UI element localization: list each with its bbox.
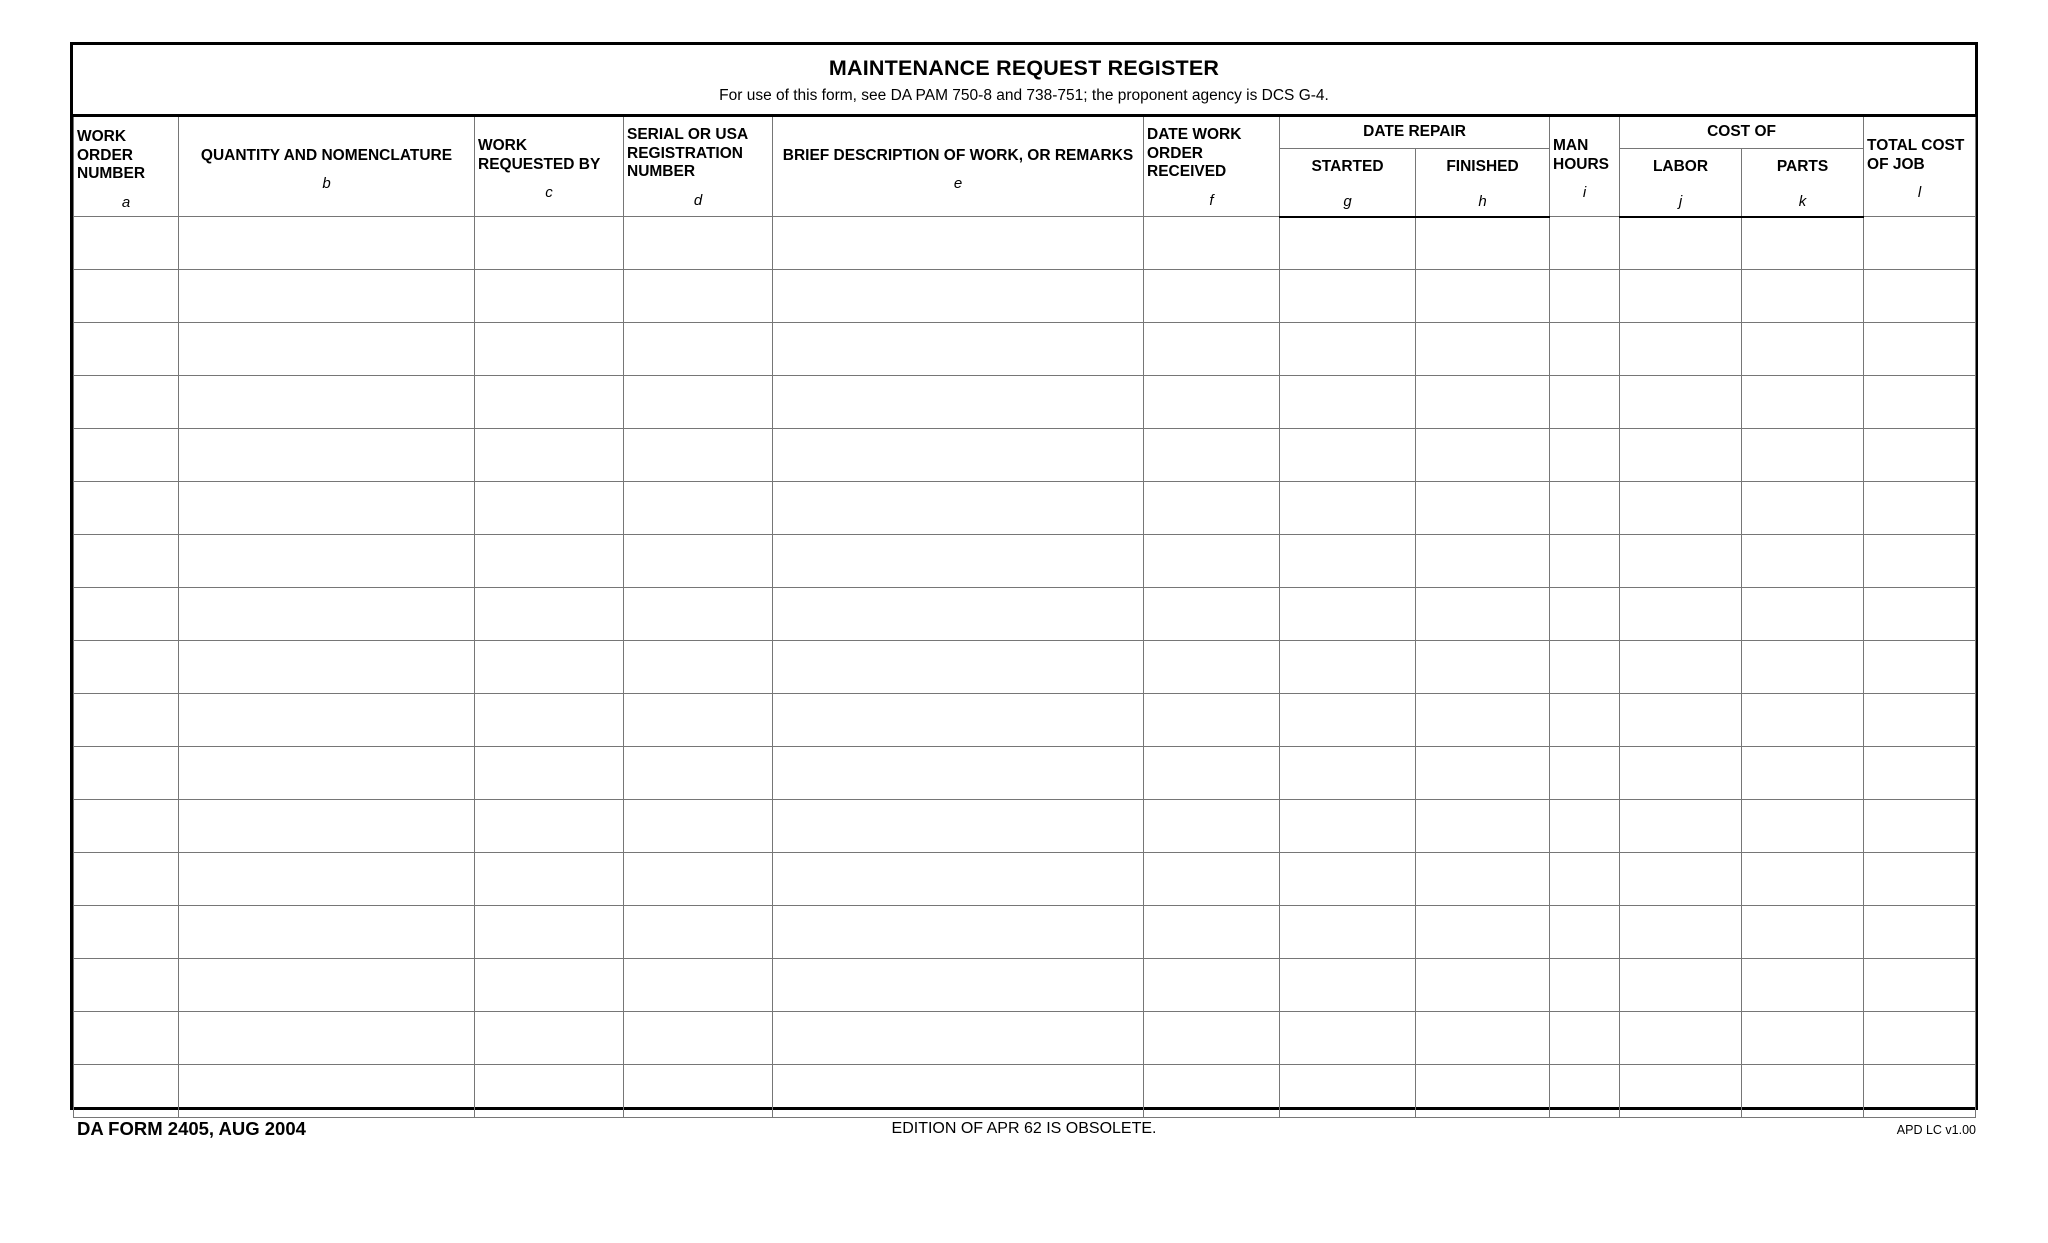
header-cell-date-repair-started bbox=[1280, 148, 1416, 217]
table-cell[interactable] bbox=[1280, 376, 1416, 429]
table-cell[interactable] bbox=[179, 906, 475, 959]
header-cell-cost-of-labor bbox=[1620, 148, 1742, 217]
table-cell[interactable] bbox=[773, 853, 1144, 906]
table-cell[interactable] bbox=[1416, 747, 1550, 800]
table-cell[interactable] bbox=[1620, 429, 1742, 482]
table-cell[interactable] bbox=[1280, 1065, 1416, 1118]
header-label-man-hours: MAN HOURS bbox=[1553, 137, 1609, 173]
table-cell[interactable] bbox=[475, 906, 624, 959]
table-cell[interactable] bbox=[773, 588, 1144, 641]
table-cell[interactable] bbox=[1280, 959, 1416, 1012]
table-cell[interactable] bbox=[1144, 376, 1280, 429]
table-cell[interactable] bbox=[773, 641, 1144, 694]
table-cell[interactable] bbox=[74, 323, 179, 376]
table-row bbox=[74, 747, 1976, 800]
table-cell[interactable] bbox=[475, 959, 624, 1012]
table-cell[interactable] bbox=[179, 482, 475, 535]
table-cell[interactable] bbox=[1550, 588, 1620, 641]
header-group-label-date-repair: DATE REPAIR bbox=[1363, 123, 1466, 141]
header-cell-cost-of-parts bbox=[1742, 148, 1864, 217]
table-cell[interactable] bbox=[475, 482, 624, 535]
table-cell[interactable] bbox=[475, 800, 624, 853]
header-label-work-requested-by: WORK REQUESTED BY bbox=[478, 137, 601, 173]
table-cell[interactable] bbox=[773, 747, 1144, 800]
table-cell[interactable] bbox=[1742, 376, 1864, 429]
table-cell[interactable] bbox=[1864, 376, 1976, 429]
form-frame bbox=[70, 42, 1978, 1110]
table-cell[interactable] bbox=[74, 376, 179, 429]
table-row bbox=[74, 588, 1976, 641]
header-cell-serial-or-usa-registration-number bbox=[624, 117, 773, 217]
table-cell[interactable] bbox=[624, 429, 773, 482]
table-cell[interactable] bbox=[475, 270, 624, 323]
table-cell[interactable] bbox=[475, 588, 624, 641]
table-cell[interactable] bbox=[773, 535, 1144, 588]
table-cell[interactable] bbox=[1742, 588, 1864, 641]
table-cell[interactable] bbox=[1864, 482, 1976, 535]
table-cell[interactable] bbox=[1620, 323, 1742, 376]
table-cell[interactable] bbox=[1550, 535, 1620, 588]
table-row bbox=[74, 1065, 1976, 1118]
header-letter-b: b bbox=[322, 175, 331, 193]
header-group-label-cost-of: COST OF bbox=[1707, 123, 1776, 141]
header-letter-c: c bbox=[545, 184, 553, 202]
header-label-total-cost-of-job: TOTAL COST OF JOB bbox=[1867, 137, 1965, 173]
table-cell[interactable] bbox=[1280, 853, 1416, 906]
table-cell[interactable] bbox=[1742, 1012, 1864, 1065]
table-cell[interactable] bbox=[1144, 535, 1280, 588]
table-cell[interactable] bbox=[624, 641, 773, 694]
table-cell[interactable] bbox=[1620, 959, 1742, 1012]
table-cell[interactable] bbox=[1550, 694, 1620, 747]
table-cell[interactable] bbox=[1864, 1012, 1976, 1065]
table-cell[interactable] bbox=[1620, 482, 1742, 535]
table-cell[interactable] bbox=[74, 694, 179, 747]
table-cell[interactable] bbox=[624, 270, 773, 323]
table-cell[interactable] bbox=[1742, 694, 1864, 747]
table-cell[interactable] bbox=[1280, 429, 1416, 482]
table-cell[interactable] bbox=[1144, 482, 1280, 535]
header-letter-d: d bbox=[693, 191, 703, 209]
table-cell[interactable] bbox=[1144, 588, 1280, 641]
header-cell-work-requested-by bbox=[475, 117, 624, 217]
header-group-date-repair bbox=[1280, 117, 1550, 148]
form-title: MAINTENANCE REQUEST REGISTER bbox=[828, 55, 1220, 80]
header-letter-h: h bbox=[1478, 193, 1487, 211]
table-cell[interactable] bbox=[1416, 800, 1550, 853]
table-cell[interactable] bbox=[624, 906, 773, 959]
table-cell[interactable] bbox=[74, 959, 179, 1012]
table-cell[interactable] bbox=[1416, 429, 1550, 482]
table-cell[interactable] bbox=[1620, 1012, 1742, 1065]
table-cell[interactable] bbox=[1416, 588, 1550, 641]
table-cell[interactable] bbox=[1144, 747, 1280, 800]
table-cell[interactable] bbox=[1742, 906, 1864, 959]
table-cell[interactable] bbox=[74, 588, 179, 641]
table-cell[interactable] bbox=[1620, 694, 1742, 747]
table-cell[interactable] bbox=[1864, 429, 1976, 482]
table-cell[interactable] bbox=[1864, 217, 1976, 270]
table-cell[interactable] bbox=[74, 853, 179, 906]
footer-form-id: DA FORM 2405, AUG 2004 bbox=[77, 1118, 306, 1139]
table-cell[interactable] bbox=[1550, 482, 1620, 535]
header-label-quantity-and-nomenclature: QUANTITY AND NOMENCLATURE bbox=[200, 146, 453, 164]
table-cell[interactable] bbox=[74, 270, 179, 323]
table-cell[interactable] bbox=[624, 694, 773, 747]
table-cell[interactable] bbox=[1416, 217, 1550, 270]
table-cell[interactable] bbox=[1742, 641, 1864, 694]
table-cell[interactable] bbox=[1416, 270, 1550, 323]
table-cell[interactable] bbox=[1280, 588, 1416, 641]
header-cell-man-hours bbox=[1550, 117, 1620, 217]
table-cell[interactable] bbox=[475, 1012, 624, 1065]
table-cell[interactable] bbox=[1550, 641, 1620, 694]
table-cell[interactable] bbox=[1550, 376, 1620, 429]
table-cell[interactable] bbox=[179, 959, 475, 1012]
header-cell-total-cost-of-job bbox=[1864, 117, 1976, 217]
table-cell[interactable] bbox=[1550, 959, 1620, 1012]
footer-edition-note: EDITION OF APR 62 IS OBSOLETE. bbox=[891, 1120, 1157, 1137]
table-cell[interactable] bbox=[1416, 482, 1550, 535]
table-row bbox=[74, 482, 1976, 535]
table-cell[interactable] bbox=[1550, 747, 1620, 800]
table-cell[interactable] bbox=[1550, 853, 1620, 906]
table-row bbox=[74, 217, 1976, 270]
table-cell[interactable] bbox=[475, 217, 624, 270]
table-cell[interactable] bbox=[1620, 800, 1742, 853]
header-label-finished: FINISHED bbox=[1446, 157, 1519, 175]
table-cell[interactable] bbox=[179, 747, 475, 800]
table-row bbox=[74, 694, 1976, 747]
table-cell[interactable] bbox=[179, 323, 475, 376]
table-row bbox=[74, 323, 1976, 376]
table-cell[interactable] bbox=[1416, 694, 1550, 747]
table-cell[interactable] bbox=[1144, 270, 1280, 323]
table-cell[interactable] bbox=[1144, 323, 1280, 376]
header-cell-brief-description-of-work bbox=[773, 117, 1144, 217]
table-row bbox=[74, 853, 1976, 906]
table-cell[interactable] bbox=[1416, 535, 1550, 588]
table-cell[interactable] bbox=[1742, 853, 1864, 906]
table-cell[interactable] bbox=[1742, 535, 1864, 588]
table-cell[interactable] bbox=[1864, 747, 1976, 800]
header-letter-a: a bbox=[121, 193, 131, 211]
table-cell[interactable] bbox=[1864, 1065, 1976, 1118]
table-cell[interactable] bbox=[1742, 959, 1864, 1012]
table-cell[interactable] bbox=[179, 270, 475, 323]
table-cell[interactable] bbox=[1280, 694, 1416, 747]
header-label-labor: LABOR bbox=[1652, 157, 1709, 175]
table-cell[interactable] bbox=[475, 429, 624, 482]
table-cell[interactable] bbox=[1144, 1012, 1280, 1065]
table-cell[interactable] bbox=[475, 1065, 624, 1118]
table-cell[interactable] bbox=[624, 588, 773, 641]
table-cell[interactable] bbox=[624, 323, 773, 376]
table-row bbox=[74, 959, 1976, 1012]
table-cell[interactable] bbox=[1742, 1065, 1864, 1118]
register-body bbox=[74, 217, 1976, 1118]
table-cell[interactable] bbox=[1416, 853, 1550, 906]
table-cell[interactable] bbox=[1144, 429, 1280, 482]
table-cell[interactable] bbox=[1620, 270, 1742, 323]
table-cell[interactable] bbox=[773, 376, 1144, 429]
table-cell[interactable] bbox=[1864, 959, 1976, 1012]
table-cell[interactable] bbox=[74, 429, 179, 482]
header-cell-date-work-order-received bbox=[1144, 117, 1280, 217]
table-cell[interactable] bbox=[773, 1012, 1144, 1065]
table-cell[interactable] bbox=[1620, 376, 1742, 429]
table-cell[interactable] bbox=[1144, 694, 1280, 747]
table-cell[interactable] bbox=[1280, 323, 1416, 376]
header-label-parts: PARTS bbox=[1776, 157, 1829, 175]
table-cell[interactable] bbox=[1620, 217, 1742, 270]
table-cell[interactable] bbox=[1416, 1012, 1550, 1065]
table-cell[interactable] bbox=[1550, 906, 1620, 959]
table-row bbox=[74, 1012, 1976, 1065]
form-title-band bbox=[73, 45, 1975, 117]
table-row bbox=[74, 641, 1976, 694]
table-cell[interactable] bbox=[1864, 694, 1976, 747]
table-cell[interactable] bbox=[74, 535, 179, 588]
table-cell[interactable] bbox=[179, 217, 475, 270]
table-cell[interactable] bbox=[773, 429, 1144, 482]
table-cell[interactable] bbox=[179, 1012, 475, 1065]
header-group-cost-of bbox=[1620, 117, 1864, 148]
table-cell[interactable] bbox=[1550, 429, 1620, 482]
header-letter-k: k bbox=[1798, 193, 1807, 211]
table-cell[interactable] bbox=[1620, 641, 1742, 694]
header-letter-e: e bbox=[953, 175, 963, 193]
table-cell[interactable] bbox=[1280, 270, 1416, 323]
header-letter-l: l bbox=[1917, 184, 1922, 202]
table-cell[interactable] bbox=[1144, 906, 1280, 959]
form-footer bbox=[70, 1118, 1978, 1152]
table-cell[interactable] bbox=[74, 482, 179, 535]
table-cell[interactable] bbox=[74, 217, 179, 270]
table-cell[interactable] bbox=[1742, 429, 1864, 482]
register-table bbox=[73, 117, 1976, 1118]
table-row bbox=[74, 376, 1976, 429]
table-cell[interactable] bbox=[1144, 641, 1280, 694]
table-cell[interactable] bbox=[475, 535, 624, 588]
table-row bbox=[74, 906, 1976, 959]
table-cell[interactable] bbox=[1864, 906, 1976, 959]
table-cell[interactable] bbox=[624, 747, 773, 800]
table-row bbox=[74, 535, 1976, 588]
table-cell[interactable] bbox=[1416, 323, 1550, 376]
table-cell[interactable] bbox=[773, 1065, 1144, 1118]
table-cell[interactable] bbox=[1416, 959, 1550, 1012]
table-row bbox=[74, 800, 1976, 853]
table-cell[interactable] bbox=[475, 641, 624, 694]
table-cell[interactable] bbox=[1280, 641, 1416, 694]
table-cell[interactable] bbox=[1280, 535, 1416, 588]
table-cell[interactable] bbox=[1550, 1012, 1620, 1065]
table-cell[interactable] bbox=[1864, 323, 1976, 376]
table-cell[interactable] bbox=[1620, 1065, 1742, 1118]
table-cell[interactable] bbox=[1416, 1065, 1550, 1118]
table-cell[interactable] bbox=[1550, 323, 1620, 376]
table-cell[interactable] bbox=[624, 376, 773, 429]
table-cell[interactable] bbox=[1864, 535, 1976, 588]
table-cell[interactable] bbox=[74, 1012, 179, 1065]
header-letter-f: f bbox=[1209, 191, 1214, 209]
table-cell[interactable] bbox=[1416, 376, 1550, 429]
table-cell[interactable] bbox=[1620, 588, 1742, 641]
table-cell[interactable] bbox=[1620, 747, 1742, 800]
table-cell[interactable] bbox=[1620, 535, 1742, 588]
table-cell[interactable] bbox=[773, 959, 1144, 1012]
table-cell[interactable] bbox=[179, 694, 475, 747]
header-letter-g: g bbox=[1343, 193, 1352, 211]
table-cell[interactable] bbox=[773, 906, 1144, 959]
table-cell[interactable] bbox=[1280, 747, 1416, 800]
table-row bbox=[74, 270, 1976, 323]
form-subtitle: For use of this form, see DA PAM 750-8 and 738-751; the proponent agency is DCS G-4. bbox=[719, 87, 1329, 105]
table-cell[interactable] bbox=[1742, 747, 1864, 800]
header-label-started: STARTED bbox=[1311, 157, 1384, 175]
table-cell[interactable] bbox=[1742, 800, 1864, 853]
table-cell[interactable] bbox=[179, 641, 475, 694]
header-letter-i: i bbox=[1582, 184, 1587, 202]
table-cell[interactable] bbox=[624, 482, 773, 535]
table-cell[interactable] bbox=[1416, 906, 1550, 959]
table-cell[interactable] bbox=[1864, 270, 1976, 323]
table-cell[interactable] bbox=[74, 1065, 179, 1118]
table-cell[interactable] bbox=[1742, 482, 1864, 535]
table-cell[interactable] bbox=[179, 800, 475, 853]
table-cell[interactable] bbox=[1620, 906, 1742, 959]
table-cell[interactable] bbox=[179, 535, 475, 588]
table-cell[interactable] bbox=[1550, 1065, 1620, 1118]
header-label-brief-description-of-work: BRIEF DESCRIPTION OF WORK, OR REMARKS bbox=[782, 146, 1134, 164]
table-cell[interactable] bbox=[773, 694, 1144, 747]
table-cell[interactable] bbox=[624, 853, 773, 906]
table-cell[interactable] bbox=[1864, 588, 1976, 641]
table-cell[interactable] bbox=[179, 429, 475, 482]
table-cell[interactable] bbox=[475, 323, 624, 376]
table-cell[interactable] bbox=[475, 747, 624, 800]
table-cell[interactable] bbox=[624, 1012, 773, 1065]
table-cell[interactable] bbox=[1280, 217, 1416, 270]
table-cell[interactable] bbox=[624, 1065, 773, 1118]
table-cell[interactable] bbox=[1550, 800, 1620, 853]
table-cell[interactable] bbox=[1280, 906, 1416, 959]
table-cell[interactable] bbox=[1144, 800, 1280, 853]
table-cell[interactable] bbox=[624, 217, 773, 270]
table-cell[interactable] bbox=[179, 1065, 475, 1118]
header-cell-quantity-and-nomenclature bbox=[179, 117, 475, 217]
table-cell[interactable] bbox=[1864, 800, 1976, 853]
table-cell[interactable] bbox=[1144, 217, 1280, 270]
table-cell[interactable] bbox=[475, 853, 624, 906]
table-cell[interactable] bbox=[1416, 641, 1550, 694]
header-label-serial-or-usa-registration-number: SERIAL OR USA REGISTRATION NUMBER bbox=[627, 126, 748, 181]
table-cell[interactable] bbox=[773, 800, 1144, 853]
table-cell[interactable] bbox=[773, 323, 1144, 376]
table-cell[interactable] bbox=[1742, 217, 1864, 270]
table-cell[interactable] bbox=[624, 800, 773, 853]
table-cell[interactable] bbox=[624, 959, 773, 1012]
table-cell[interactable] bbox=[1280, 1012, 1416, 1065]
table-cell[interactable] bbox=[1144, 959, 1280, 1012]
table-cell[interactable] bbox=[74, 641, 179, 694]
header-cell-work-order-number bbox=[74, 117, 179, 217]
table-cell[interactable] bbox=[773, 482, 1144, 535]
table-cell[interactable] bbox=[1742, 323, 1864, 376]
table-cell[interactable] bbox=[1742, 270, 1864, 323]
table-cell[interactable] bbox=[475, 376, 624, 429]
header-label-date-work-order-received: DATE WORK ORDER RECEIVED bbox=[1147, 126, 1242, 181]
table-group-header-row bbox=[74, 117, 1976, 148]
header-label-work-order-number: WORK ORDER NUMBER bbox=[77, 128, 146, 183]
footer-apd-version: APD LC v1.00 bbox=[1896, 1123, 1976, 1137]
table-cell[interactable] bbox=[1144, 853, 1280, 906]
table-row bbox=[74, 429, 1976, 482]
table-cell[interactable] bbox=[1280, 482, 1416, 535]
table-cell[interactable] bbox=[179, 376, 475, 429]
table-cell[interactable] bbox=[179, 588, 475, 641]
table-cell[interactable] bbox=[1620, 853, 1742, 906]
table-cell[interactable] bbox=[624, 535, 773, 588]
table-cell[interactable] bbox=[1550, 217, 1620, 270]
table-cell[interactable] bbox=[1864, 853, 1976, 906]
table-cell[interactable] bbox=[1550, 270, 1620, 323]
table-cell[interactable] bbox=[773, 217, 1144, 270]
table-cell[interactable] bbox=[74, 906, 179, 959]
table-cell[interactable] bbox=[475, 694, 624, 747]
table-cell[interactable] bbox=[1280, 800, 1416, 853]
table-cell[interactable] bbox=[179, 853, 475, 906]
table-cell[interactable] bbox=[74, 747, 179, 800]
header-cell-date-repair-finished bbox=[1416, 148, 1550, 217]
table-cell[interactable] bbox=[1144, 1065, 1280, 1118]
header-letter-j: j bbox=[1678, 193, 1683, 211]
table-cell[interactable] bbox=[74, 800, 179, 853]
table-cell[interactable] bbox=[1864, 641, 1976, 694]
table-cell[interactable] bbox=[773, 270, 1144, 323]
